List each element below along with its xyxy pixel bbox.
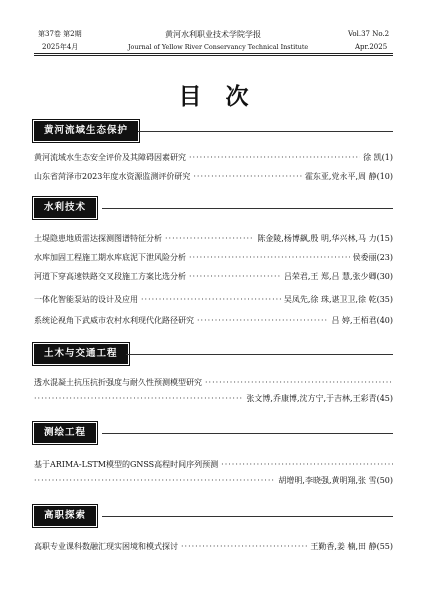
entry-authors: 徐 凯 [363,153,382,162]
leader-dots [141,294,281,305]
toc-entry[interactable] [34,294,393,305]
entry-authors: 张文博,乔康博,沈方宁,于吉林,王彩青 [246,394,377,403]
toc-entry[interactable] [34,252,393,263]
header-rule [34,53,393,54]
entry-title: 土堤隐患地质雷达探测图谱特征分析 [34,234,162,243]
entry-page: (23) [376,253,393,262]
entry-authors: 胡增明,李晓强,黄明翔,张 雪 [278,476,377,485]
entry-page: (55) [376,542,393,551]
toc-entry[interactable] [34,152,393,163]
leader-dots [189,252,350,263]
entry-page: (45) [376,394,393,403]
leader-dots [34,393,243,404]
entry-page: (15) [376,234,393,243]
section-rule [126,354,393,355]
section-label-vocational: 高职探索 [34,506,96,526]
leader-dots [197,315,328,326]
entry-authors: 吕 婷,王栢君 [331,316,377,325]
leader-dots [34,475,275,486]
toc-entry[interactable] [34,233,393,244]
section-rule [102,208,393,209]
entry-page: (1) [381,153,393,162]
leader-dots [205,377,393,388]
volume-issue-en: Vol.37 No.2 [348,30,390,38]
toc-entry[interactable] [34,315,393,326]
header-rule-thin [34,55,393,56]
leader-dots [189,152,360,163]
entry-title: 基于ARIMA-LSTM模型的GNSS高程时间序列预测 [34,460,219,469]
section-label-surveying: 测绘工程 [34,423,96,443]
entry-title: 高职专业课科数融汇现实困境和模式探讨 [34,542,178,551]
journal-name-en: Journal of Yellow River Conservancy Technical Institute [128,43,309,51]
volume-issue-cn: 第37卷 第2期 [38,30,82,38]
section-label-civil-transport: 土木与交通工程 [34,344,128,364]
entry-title: 黄河流域水生态安全评价及其障碍因素研究 [34,153,186,162]
page-title: 目次 [178,83,273,110]
entry-page: (40) [376,316,393,325]
entry-title: 山东省菏泽市2023年度水资源监测评价研究 [34,172,191,181]
entry-authors: 吴凤先,徐 珠,谌卫卫,徐 乾 [283,295,377,304]
entry-authors: 王勤香,姜 楠,田 静 [310,542,377,551]
entry-page: (35) [376,295,393,304]
entry-title: 透水混凝土抗压抗折强度与耐久性预测模型研究 [34,378,202,387]
entry-title: 一体化智能泵站的设计及应用 [34,295,138,304]
toc-entry[interactable] [34,271,393,282]
entry-authors: 侯委丽 [352,253,377,262]
entry-page: (10) [376,172,393,181]
entry-authors: 吕荣君,王 郑,吕 慧,张少卿 [283,272,377,281]
entry-title: 河道下穿高速铁路交叉段施工方案比选分析 [34,272,186,281]
section-rule [102,433,393,434]
leader-dots [193,171,302,182]
leader-dots [165,233,254,244]
leader-dots [181,541,307,552]
toc-entry[interactable] [34,377,393,404]
toc-entry[interactable] [34,459,393,486]
journal-name-cn: 黄河水利职业技术学院学报 [165,30,261,39]
entry-title: 水库加固工程施工期水库底泥下泄风险分析 [34,253,186,262]
entry-authors: 霍东亚,党永平,周 静 [304,172,377,181]
date-cn: 2025年4月 [42,43,79,51]
section-rule [138,131,393,132]
section-rule [102,516,393,517]
date-en: Apr.2025 [355,43,388,51]
section-label-ecology: 黄河流域生态保护 [34,121,138,141]
entry-authors: 陈金陵,杨博飙,殷 明,华兴林,马 力 [257,234,377,243]
leader-dots [221,459,393,470]
leader-dots [189,271,281,282]
toc-entry[interactable] [34,541,393,552]
entry-page: (50) [376,476,393,485]
toc-entry[interactable] [34,171,393,182]
entry-title: 系统论视角下武威市农村水利现代化路径研究 [34,316,194,325]
section-label-hydraulic: 水利技术 [34,198,96,218]
entry-page: (30) [376,272,393,281]
